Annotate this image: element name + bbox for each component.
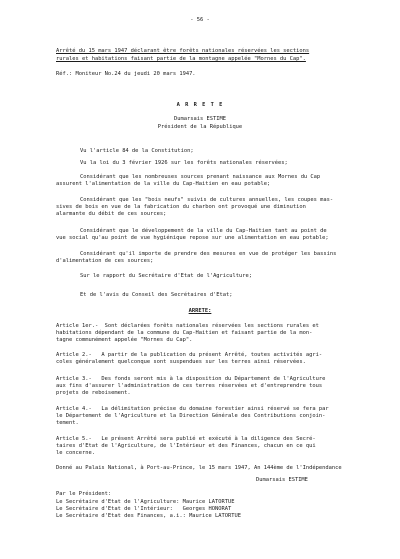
article-3-line-1: Article 3.- Des fonds seront mis à la disposition du Département de l'Agriculture — [56, 376, 326, 382]
article-3-line-2: aux fins d'assurer l'administration de ces terres réservées et d'entreprendre tous — [56, 383, 323, 389]
closing-line: Donné au Palais National, à Port-au-Prince, le 15 mars 1947, An 144ème de l'Indépendance — [56, 465, 342, 471]
considerant-8: Et de l'avis du Conseil des Secrétaires d'Etat; — [80, 292, 233, 298]
considerant-3-line-2: assurent l'alimentation de la ville du Cap-Haitien en eau potable; — [56, 181, 271, 187]
article-1-line-2: habitations dépendant de la commune du Cap-Haitien et faisant partie de la mon- — [56, 330, 313, 336]
header-title-line-2: rurales et habitations faisant partie de la montagne appelée "Mornes du Cap". — [56, 56, 306, 62]
par-le-president: Par le Président: — [56, 491, 112, 497]
signatory-finances: Le Secrétaire d'Etat des Finances, a.i.: Maurice LATORTUE — [56, 513, 241, 519]
considerant-5-line-2: vue social qu'au point de vue hygiénique repose sur une alimentation en eau potable; — [56, 235, 329, 241]
article-4-line-3: tement. — [56, 420, 79, 426]
article-4-line-2: le Département de l'Agriculture et la Direction Générale des Contributions conjoin- — [56, 413, 326, 419]
signature-name: Dumarsais ESTIME — [256, 477, 308, 483]
signatory-interieur: Le Secrétaire d'Etat de l'Intérieur: Georges HONORAT — [56, 506, 232, 512]
considerant-7: Sur le rapport du Secrétaire d'Etat de l'Agriculture; — [80, 273, 253, 279]
article-2-line-1: Article 2.- A partir de la publication du présent Arrêté, toutes activités agri- — [56, 352, 323, 358]
article-5-line-2: taires d'Etat de l'Agriculture, de l'Intérieur et des Finances, chacun en ce qui — [56, 443, 316, 449]
considerant-3-line-1: Considérant que les nombreuses sources prenant naissance aux Mornes du Cap — [80, 174, 321, 180]
reference-line: Réf.: Moniteur No.24 du jeudi 20 mars 1947. — [56, 71, 196, 77]
president-role: Président de la République — [157, 124, 243, 130]
decree-title: A R R E T E — [176, 102, 224, 108]
article-4-line-1: Article 4.- La délimitation précise du domaine forestier ainsi réservé se fera par — [56, 406, 329, 412]
considerant-1: Vu l'article 84 de la Constitution; — [80, 148, 194, 154]
considerant-6-line-2: d'alimentation de ces sources; — [56, 258, 154, 264]
considerant-5-line-1: Considérant que le développement de la ville du Cap-Haitien tant au point de — [80, 228, 327, 234]
considerant-4-line-2: sives de bois en vue de la fabrication du charbon ont provoqué une diminution — [56, 204, 306, 210]
article-1-line-3: tagne communément appelée "Mornes du Cap". — [56, 337, 193, 343]
considerant-4-line-3: alarmante du débit de ces sources; — [56, 211, 167, 217]
considerant-2: Vu la loi du 3 février 1926 sur les forêts nationales réservées; — [80, 160, 288, 166]
considerant-6-line-1: Considérant qu'il importe de prendre des mesures en vue de protéger les bassins — [80, 251, 337, 257]
signatory-agriculture: Le Secrétaire d'Etat de l'Agriculture: Maurice LATORTUE — [56, 499, 235, 505]
article-5-line-3: le concerne. — [56, 450, 95, 456]
considerant-4-line-1: Considérant que les "bois neufs" suivis de cultures annuelles, les coupes mas- — [80, 197, 334, 203]
article-1-line-1: Article 1er.- Sont déclarées forêts nationales réservées les sections rurales et — [56, 323, 319, 329]
page-number: - 56 - — [190, 17, 210, 23]
article-2-line-2: coles généralement quelconque sont suspendues sur les terres ainsi réservées. — [56, 359, 306, 365]
article-5-line-1: Article 5.- Le présent Arrêté sera publié et exécuté à la diligence des Secré- — [56, 436, 316, 442]
article-3-line-3: projets de reboisement. — [56, 390, 131, 396]
arrete-label: ARRETE: — [188, 308, 212, 314]
header-title-line-1: Arrêté du 15 mars 1947 déclarant être forêts nationales réservées les sections — [56, 48, 310, 54]
president-name: Dumarsais ESTIME — [174, 116, 226, 122]
